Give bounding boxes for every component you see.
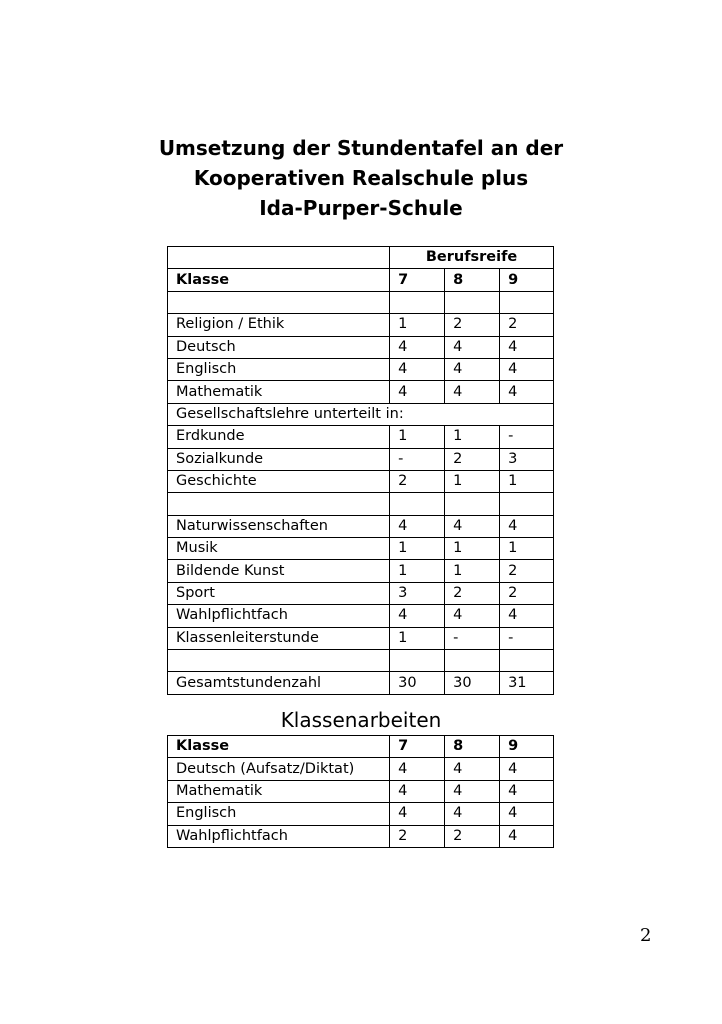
subject-cell: Religion / Ethik: [168, 314, 390, 336]
table-row: [168, 515, 554, 537]
subject-cell: Bildende Kunst: [168, 560, 390, 582]
group-header-row: [168, 247, 554, 269]
class-8-cell: [445, 650, 500, 672]
class-7-cell: 2: [390, 825, 445, 847]
page-number: 2: [640, 925, 652, 946]
stundentafel-table: [167, 246, 554, 695]
subject-cell: Klassenleiterstunde: [168, 627, 390, 649]
table-row: [168, 650, 554, 672]
subject-cell: [168, 291, 390, 313]
class-9-cell: [500, 650, 554, 672]
class-9-cell: 4: [500, 780, 554, 802]
class-7-cell: 4: [390, 336, 445, 358]
class-7-cell: 1: [390, 560, 445, 582]
class-8-cell: 1: [445, 560, 500, 582]
klassenarbeiten-table: [167, 735, 554, 848]
header-7: 7: [390, 269, 445, 291]
class-7-cell: 4: [390, 803, 445, 825]
group-header-empty-cell: [168, 247, 390, 269]
class-9-cell: 2: [500, 582, 554, 604]
class-8-cell: 4: [445, 358, 500, 380]
header-8: 8: [445, 269, 500, 291]
class-9-cell: 2: [500, 560, 554, 582]
class-9-cell: 4: [500, 605, 554, 627]
header-klasse: Klasse: [168, 736, 390, 758]
class-8-cell: 2: [445, 448, 500, 470]
table-row: [168, 426, 554, 448]
table-row: [168, 582, 554, 604]
table-row: [168, 758, 554, 780]
class-9-cell: [500, 493, 554, 515]
subject-cell: [168, 650, 390, 672]
class-7-cell: 2: [390, 470, 445, 492]
class-7-cell: [390, 291, 445, 313]
header-9: 9: [500, 736, 554, 758]
class-9-cell: 1: [500, 470, 554, 492]
subject-cell: Deutsch: [168, 336, 390, 358]
title-line-2: Kooperativen Realschule plus: [193, 166, 529, 190]
subject-cell: Sozialkunde: [168, 448, 390, 470]
table-header-row: [168, 736, 554, 758]
class-7-cell: 4: [390, 381, 445, 403]
table-row: [168, 780, 554, 802]
class-7-cell: [390, 493, 445, 515]
subject-cell: Englisch: [168, 358, 390, 380]
class-8-cell: 2: [445, 825, 500, 847]
table-row: [168, 336, 554, 358]
class-9-cell: 4: [500, 336, 554, 358]
class-8-cell: 2: [445, 582, 500, 604]
header-7: 7: [390, 736, 445, 758]
class-9-cell: 4: [500, 758, 554, 780]
class-7-cell: 4: [390, 780, 445, 802]
subject-cell: Gesamtstundenzahl: [168, 672, 390, 694]
class-8-cell: [445, 493, 500, 515]
class-8-cell: 4: [445, 780, 500, 802]
table-row: [168, 381, 554, 403]
subject-cell: Geschichte: [168, 470, 390, 492]
class-7-cell: 4: [390, 605, 445, 627]
class-8-cell: 4: [445, 515, 500, 537]
class-9-cell: 4: [500, 803, 554, 825]
class-7-cell: 1: [390, 538, 445, 560]
table-row: [168, 627, 554, 649]
table-row: [168, 825, 554, 847]
class-8-cell: 2: [445, 314, 500, 336]
table-row: [168, 314, 554, 336]
class-8-cell: 4: [445, 381, 500, 403]
subject-cell: Sport: [168, 582, 390, 604]
subject-cell: Deutsch (Aufsatz/Diktat): [168, 758, 390, 780]
class-9-cell: -: [500, 426, 554, 448]
class-8-cell: [445, 291, 500, 313]
class-8-cell: 4: [445, 605, 500, 627]
class-7-cell: [390, 650, 445, 672]
table-row: [168, 803, 554, 825]
table-row: [168, 538, 554, 560]
class-9-cell: 4: [500, 825, 554, 847]
subject-cell: Wahlpflichtfach: [168, 825, 390, 847]
class-7-cell: 1: [390, 627, 445, 649]
subject-cell: [168, 493, 390, 515]
subject-cell: Wahlpflichtfach: [168, 605, 390, 627]
class-7-cell: -: [390, 448, 445, 470]
class-7-cell: 3: [390, 582, 445, 604]
class-7-cell: 1: [390, 314, 445, 336]
class-8-cell: 4: [445, 803, 500, 825]
table-row: [168, 358, 554, 380]
table-header-row: [168, 269, 554, 291]
class-9-cell: [500, 291, 554, 313]
class-9-cell: 3: [500, 448, 554, 470]
table-row: [168, 403, 554, 425]
page-title: [0, 133, 722, 223]
table-row: [168, 493, 554, 515]
class-8-cell: 1: [445, 470, 500, 492]
class-9-cell: -: [500, 627, 554, 649]
class-8-cell: 1: [445, 538, 500, 560]
klassenarbeiten-heading: Klassenarbeiten: [280, 708, 442, 732]
class-7-cell: 30: [390, 672, 445, 694]
section-label-cell: Gesellschaftslehre unterteilt in:: [168, 403, 554, 425]
class-9-cell: 1: [500, 538, 554, 560]
class-9-cell: 4: [500, 358, 554, 380]
subject-cell: Mathematik: [168, 780, 390, 802]
table-row: [168, 560, 554, 582]
class-7-cell: 1: [390, 426, 445, 448]
class-9-cell: 4: [500, 381, 554, 403]
group-header-berufsreife: Berufsreife: [390, 247, 554, 269]
title-line-3: Ida-Purper-Schule: [259, 196, 463, 220]
class-8-cell: 30: [445, 672, 500, 694]
header-8: 8: [445, 736, 500, 758]
class-8-cell: 4: [445, 336, 500, 358]
table-row: [168, 448, 554, 470]
header-klasse: Klasse: [168, 269, 390, 291]
subject-cell: Mathematik: [168, 381, 390, 403]
title-line-1: Umsetzung der Stundentafel an der: [158, 136, 564, 160]
class-7-cell: 4: [390, 758, 445, 780]
class-8-cell: -: [445, 627, 500, 649]
table-row: [168, 672, 554, 694]
subject-cell: Naturwissenschaften: [168, 515, 390, 537]
class-7-cell: 4: [390, 358, 445, 380]
class-7-cell: 4: [390, 515, 445, 537]
class-9-cell: 4: [500, 515, 554, 537]
class-8-cell: 4: [445, 758, 500, 780]
subject-cell: Erdkunde: [168, 426, 390, 448]
class-8-cell: 1: [445, 426, 500, 448]
header-9: 9: [500, 269, 554, 291]
subject-cell: Englisch: [168, 803, 390, 825]
table-row: [168, 291, 554, 313]
class-9-cell: 2: [500, 314, 554, 336]
table-row: [168, 470, 554, 492]
class-9-cell: 31: [500, 672, 554, 694]
table-row: [168, 605, 554, 627]
subject-cell: Musik: [168, 538, 390, 560]
